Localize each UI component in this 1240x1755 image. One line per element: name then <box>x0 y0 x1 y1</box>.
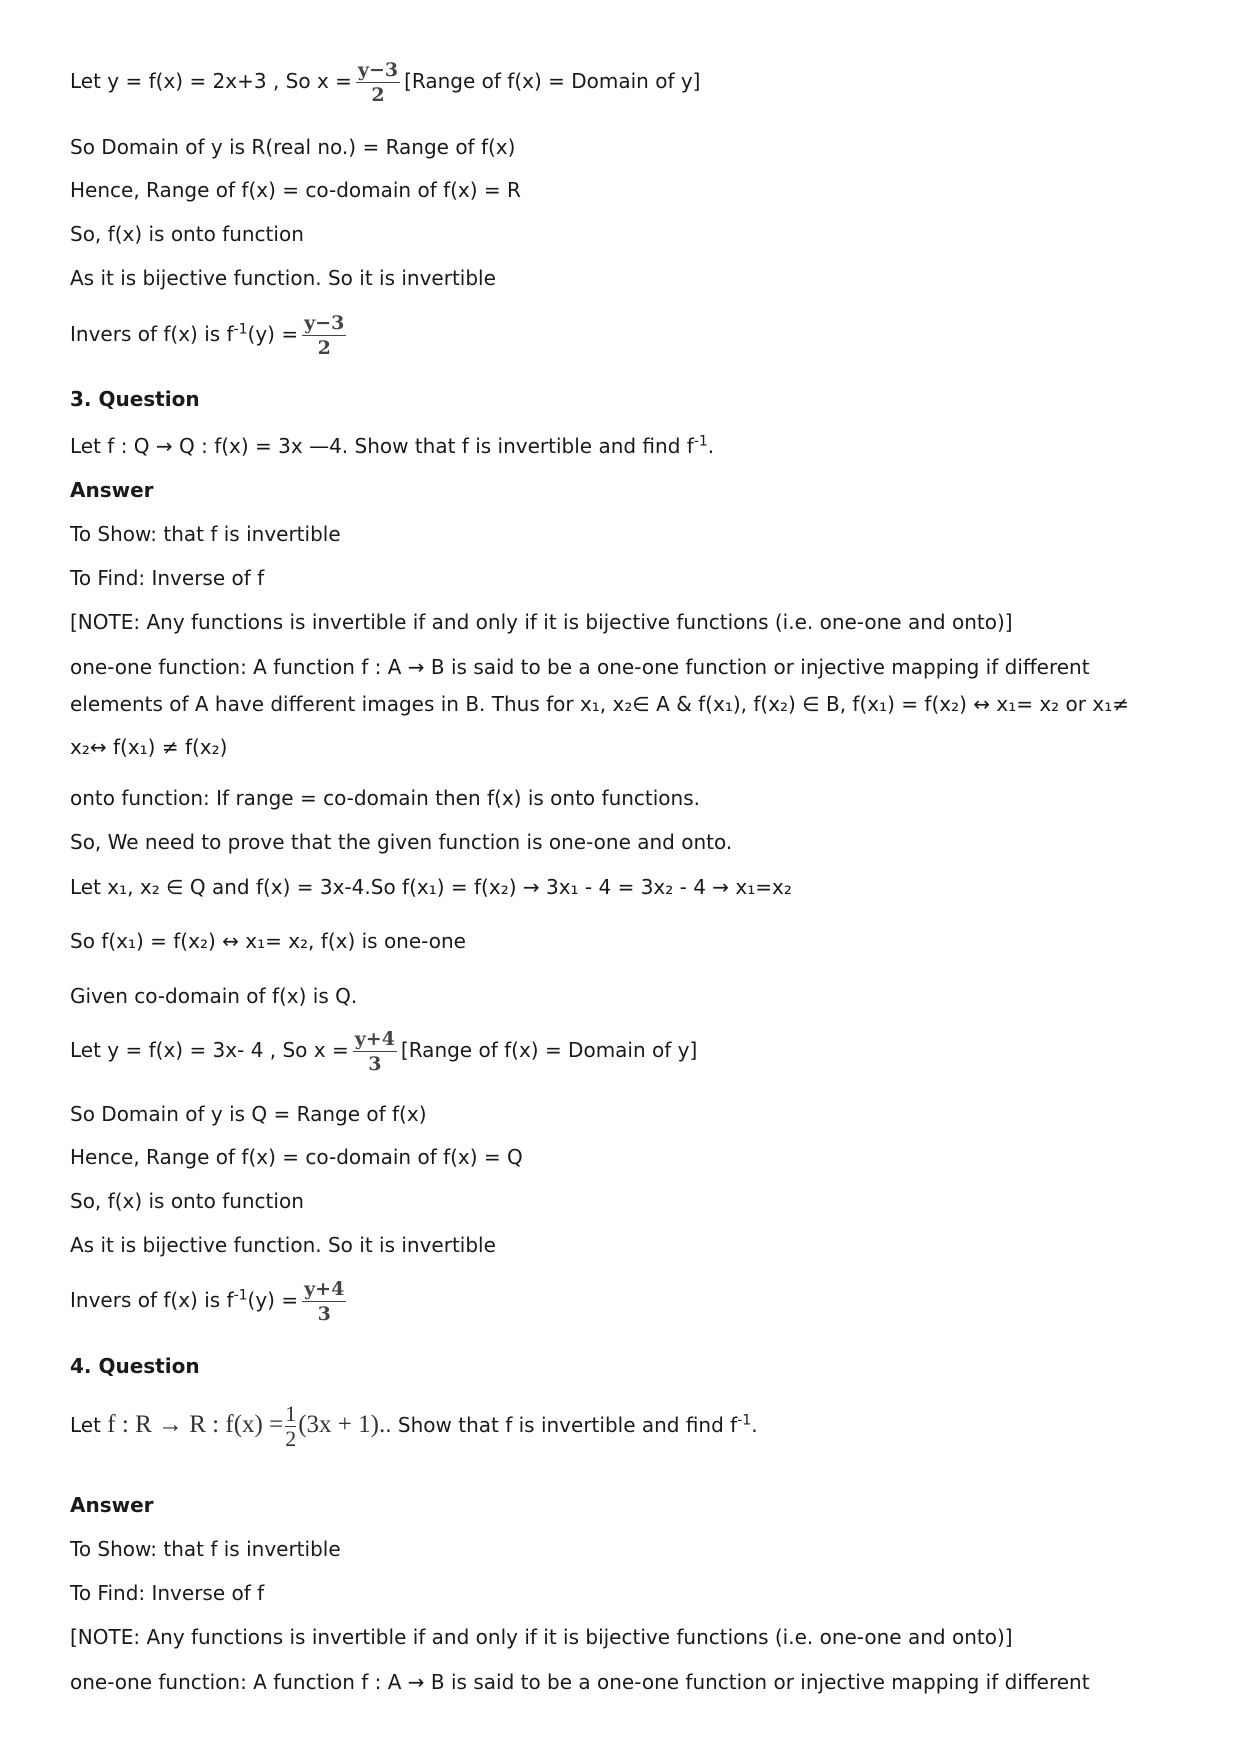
fraction-denominator: 2 <box>302 335 346 360</box>
s2-inverse-line <box>70 311 350 360</box>
s2-onto-line: So, f(x) is onto function <box>70 222 304 246</box>
text: (y) = <box>247 1288 299 1312</box>
s2-domain-line: So Domain of y is R(real no.) = Range of f(x) <box>70 135 516 159</box>
fraction-numerator: y+4 <box>354 1028 395 1050</box>
q4-note: [NOTE: Any functions is invertible if and only if it is bijective functions (i.e. one-one and onto)] <box>70 1625 1013 1649</box>
math-expression: f : R → R : f(x) = <box>107 1411 284 1438</box>
fraction <box>285 1402 296 1451</box>
q3-need-line: So, We need to prove that the given function is one-one and onto. <box>70 830 733 854</box>
superscript: -1 <box>737 1412 752 1429</box>
q4-question <box>70 1402 758 1451</box>
q3-onto-def: onto function: If range = co-domain then f(x) is onto functions. <box>70 786 700 810</box>
q4-answer-label: Answer <box>70 1493 154 1517</box>
text: Let f : Q → Q : f(x) = 3x —4. Show that f is invertible and find f <box>70 434 694 458</box>
s2-let-y-line <box>70 58 701 107</box>
superscript: -1 <box>693 433 708 450</box>
q3-oneone-def-2: elements of A have different images in B. Thus for x₁, x₂∈ A & f(x₁), f(x₂) ∈ B, f(x₁) = f(x₂) ↔ x₁= x₂ or x₁≠ <box>70 692 1129 716</box>
fraction <box>356 58 400 107</box>
fraction-numerator: y−3 <box>357 59 399 81</box>
q3-domain-line: So Domain of y is Q = Range of f(x) <box>70 1102 427 1126</box>
q3-inverse-line <box>70 1277 350 1326</box>
q3-codomain-line: Given co-domain of f(x) is Q. <box>70 984 358 1008</box>
text: (y) = <box>247 322 299 346</box>
text: Let y = f(x) = 2x+3 , So x = <box>70 69 352 93</box>
q4-heading: 4. Question <box>70 1354 200 1378</box>
text: . <box>707 434 715 458</box>
text: [Range of f(x) = Domain of y] <box>404 69 701 93</box>
superscript: -1 <box>233 321 248 338</box>
fraction <box>353 1027 397 1076</box>
fraction-numerator: 1 <box>285 1401 297 1426</box>
q3-to-show: To Show: that f is invertible <box>70 522 341 546</box>
fraction-denominator: 2 <box>356 82 400 107</box>
s2-hence-line: Hence, Range of f(x) = co-domain of f(x) = R <box>70 178 521 202</box>
text: Invers of f(x) is f <box>70 322 234 346</box>
q4-to-find: To Find: Inverse of f <box>70 1581 265 1605</box>
text: Let y = f(x) = 3x- 4 , So x = <box>70 1038 349 1062</box>
text: Let <box>70 1413 101 1437</box>
q3-one-one-conclusion: So f(x₁) = f(x₂) ↔ x₁= x₂, f(x) is one-one <box>70 929 466 953</box>
q3-question <box>70 433 714 459</box>
fraction-denominator: 2 <box>285 1426 297 1451</box>
s2-bijective-line: As it is bijective function. So it is invertible <box>70 266 496 290</box>
text: . <box>751 1413 758 1437</box>
q3-note: [NOTE: Any functions is invertible if and only if it is bijective functions (i.e. one-one and onto)] <box>70 610 1013 634</box>
q4-oneone-def-1: one-one function: A function f : A → B is said to be a one-one function or injective mapping if different <box>70 1670 1090 1694</box>
text: [Range of f(x) = Domain of y] <box>400 1038 698 1062</box>
q3-to-find: To Find: Inverse of f <box>70 566 265 590</box>
q3-answer-label: Answer <box>70 478 154 502</box>
text: . Show that f is invertible and find f <box>385 1413 738 1437</box>
q3-heading: 3. Question <box>70 387 200 411</box>
fraction-numerator: y−3 <box>304 312 345 334</box>
fraction <box>302 1277 346 1326</box>
fraction <box>302 311 346 360</box>
q3-onto-line: So, f(x) is onto function <box>70 1189 304 1213</box>
q3-oneone-def-1: one-one function: A function f : A → B is said to be a one-one function or injective mapping if different <box>70 655 1090 679</box>
superscript: -1 <box>233 1287 248 1304</box>
q3-bijective-line: As it is bijective function. So it is invertible <box>70 1233 496 1257</box>
q3-let-y-line <box>70 1027 697 1076</box>
text: Invers of f(x) is f <box>70 1288 234 1312</box>
fraction-numerator: y+4 <box>304 1278 345 1300</box>
fraction-denominator: 3 <box>302 1301 346 1326</box>
math-expression: (3x + 1). <box>298 1411 386 1438</box>
q3-oneone-def-3: x₂↔ f(x₁) ≠ f(x₂) <box>70 735 228 759</box>
q3-let-x-line: Let x₁, x₂ ∈ Q and f(x) = 3x-4.So f(x₁) = f(x₂) → 3x₁ - 4 = 3x₂ - 4 → x₁=x₂ <box>70 875 792 899</box>
fraction-denominator: 3 <box>353 1051 397 1076</box>
q4-to-show: To Show: that f is invertible <box>70 1537 341 1561</box>
q3-hence-line: Hence, Range of f(x) = co-domain of f(x) = Q <box>70 1145 523 1169</box>
